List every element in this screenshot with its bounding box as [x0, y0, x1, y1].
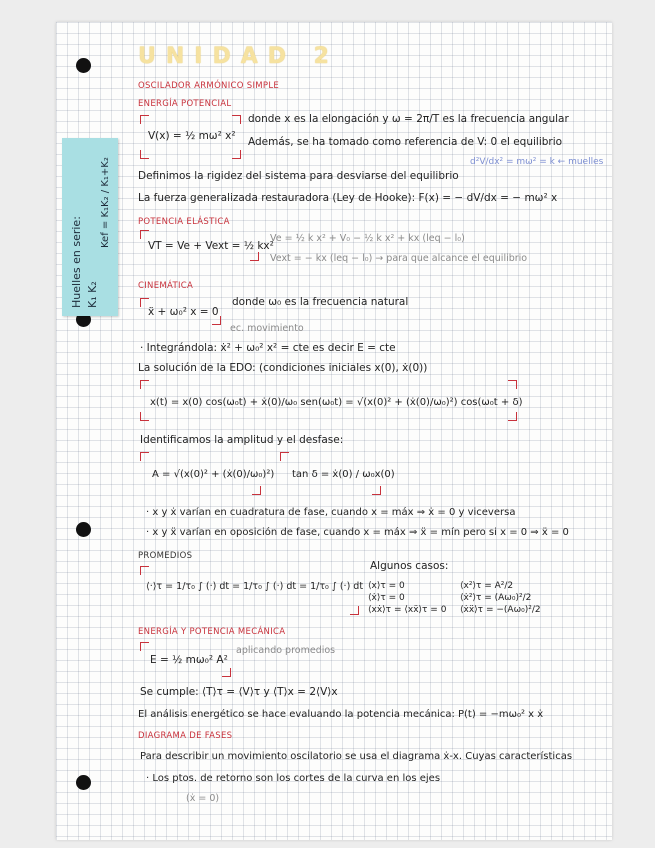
box-corner — [140, 452, 149, 461]
potential-reference: Además, se ha tomado como referencia de V: 0 el equilibrio — [248, 136, 563, 148]
potential-description: donde x es la elongación y ω = 2π/T es la frecuencia angular — [248, 113, 569, 125]
quadrature-bullet: · x y ẋ varían en cuadratura de fase, cuando x = máx ⇒ ẋ = 0 y viceversa — [146, 507, 516, 518]
heading-promedios: PROMEDIOS — [138, 551, 193, 561]
box-corner — [280, 452, 289, 461]
case-xdot: ⟨ẋ⟩τ = 0 — [368, 593, 405, 603]
box-corner — [232, 150, 241, 159]
cases-heading: Algunos casos: — [370, 560, 449, 572]
average-definition: ⟨·⟩τ = 1/τ₀ ∫ (·) dt = 1/τ₀ ∫ (·) dt = 1/τ₀ ∫ (·) dt — [146, 581, 364, 592]
elastic-formula: VT = Ve + Vext = ½ kx² — [148, 240, 274, 252]
box-corner — [252, 486, 261, 495]
phase-diagram-intro: Para describir un movimiento oscilatorio se usa el diagrama ẋ-x. Cuyas características — [140, 751, 573, 762]
case-x: ⟨x⟩τ = 0 — [368, 581, 405, 591]
binder-hole — [76, 522, 91, 537]
binder-hole — [76, 58, 91, 73]
box-corner — [140, 642, 149, 651]
sticky-line-1: Huelles en serie: — [70, 216, 83, 308]
integration-text: · Integrándola: ẋ² + ω₀² x² = cte es decir E = cte — [140, 342, 396, 354]
power-analysis: El análisis energético se hace evaluando la potencia mecánica: P(t) = −mω₀² x ẋ — [138, 709, 544, 720]
turning-points-note: (ẋ = 0) — [186, 793, 220, 804]
binder-hole — [76, 775, 91, 790]
ode-description: donde ω₀ es la frecuencia natural — [232, 296, 409, 308]
box-corner — [140, 115, 149, 124]
general-solution: x(t) = x(0) cos(ω₀t) + ẋ(0)/ω₀ sen(ω₀t) = √(x(0)² + (ẋ(0)/ω₀)²) cos(ω₀t + δ) — [150, 397, 523, 408]
identify-text: Identificamos la amplitud y el desfase: — [140, 434, 344, 446]
opposition-bullet: · x y ẍ varían en oposición de fase, cuando x = máx ⇒ ẍ = mín pero si x = 0 ⇒ ẍ = 0 — [146, 527, 569, 538]
elastic-note-2: Vext = − kx (leq − l₀) → para que alcance el equilibrio — [270, 253, 528, 264]
restoring-force: La fuerza generalizada restauradora (Ley de Hooke): F(x) = − dV/dx = − mω² x — [138, 192, 558, 204]
equipartition-text: Se cumple: ⟨T⟩τ = ⟨V⟩τ y ⟨T⟩x = 2⟨V⟩x — [140, 686, 338, 698]
box-corner — [508, 380, 517, 389]
energy-formula: E = ½ mω₀² A² — [150, 654, 228, 666]
box-corner — [250, 252, 259, 261]
elastic-note-1: Ve = ½ k x² + V₀ − ½ k x² + kx (leq − l₀) — [270, 233, 465, 244]
box-corner — [222, 668, 231, 677]
sticky-line-3: Kef = K₁K₂ / K₁+K₂ — [100, 157, 111, 248]
energy-note: aplicando promedios — [236, 645, 336, 656]
sticky-line-2: K₁ K₂ — [86, 281, 99, 308]
turning-points-bullet: · Los ptos. de retorno son los cortes de la curva en los ejes — [146, 773, 441, 784]
box-corner — [140, 412, 149, 421]
box-corner — [350, 606, 359, 615]
box-corner — [140, 230, 149, 239]
phase-formula: tan δ = ẋ(0) / ω₀x(0) — [292, 469, 395, 480]
stiffness-equation: d²V/dx² = mω² = k ← muelles — [470, 157, 604, 167]
case-x2: ⟨x²⟩τ = A²/2 — [460, 581, 514, 591]
heading-energia-potencial: ENERGÍA POTENCIAL — [138, 99, 232, 109]
sticky-note — [62, 138, 118, 316]
page-title: UNIDAD 2 — [138, 44, 339, 69]
case-xdotxddot: ⟨ẋẍ⟩τ = −(Aω₀)²/2 — [460, 605, 541, 615]
box-corner — [508, 412, 517, 421]
heading-cinematica: CINEMÁTICA — [138, 281, 194, 291]
ode-note: ec. movimiento — [230, 323, 304, 334]
heading-diagrama-fases: DIAGRAMA DE FASES — [138, 731, 233, 741]
amplitude-formula: A = √(x(0)² + (ẋ(0)/ω₀)²) — [152, 469, 275, 480]
heading-energia-mecanica: ENERGÍA Y POTENCIA MECÁNICA — [138, 627, 286, 637]
stiffness-text: Definimos la rigidez del sistema para desviarse del equilibrio — [138, 170, 459, 182]
box-corner — [140, 380, 149, 389]
case-xxdot: ⟨xẋ⟩τ = ⟨xẍ⟩τ = 0 — [368, 605, 447, 615]
ode-formula: ẍ + ω₀² x = 0 — [148, 306, 219, 318]
potential-formula: V(x) = ½ mω² x² — [148, 130, 236, 142]
box-corner — [140, 150, 149, 159]
heading-potencia-elastica: POTENCIA ELÁSTICA — [138, 217, 230, 227]
box-corner — [372, 486, 381, 495]
heading-oscilador: OSCILADOR ARMÓNICO SIMPLE — [138, 81, 280, 91]
box-corner — [140, 566, 149, 575]
solution-intro: La solución de la EDO: (condiciones iniciales x(0), ẋ(0)) — [138, 362, 428, 374]
box-corner — [232, 115, 241, 124]
case-xdot2: ⟨ẋ²⟩τ = (Aω₀)²/2 — [460, 593, 532, 603]
